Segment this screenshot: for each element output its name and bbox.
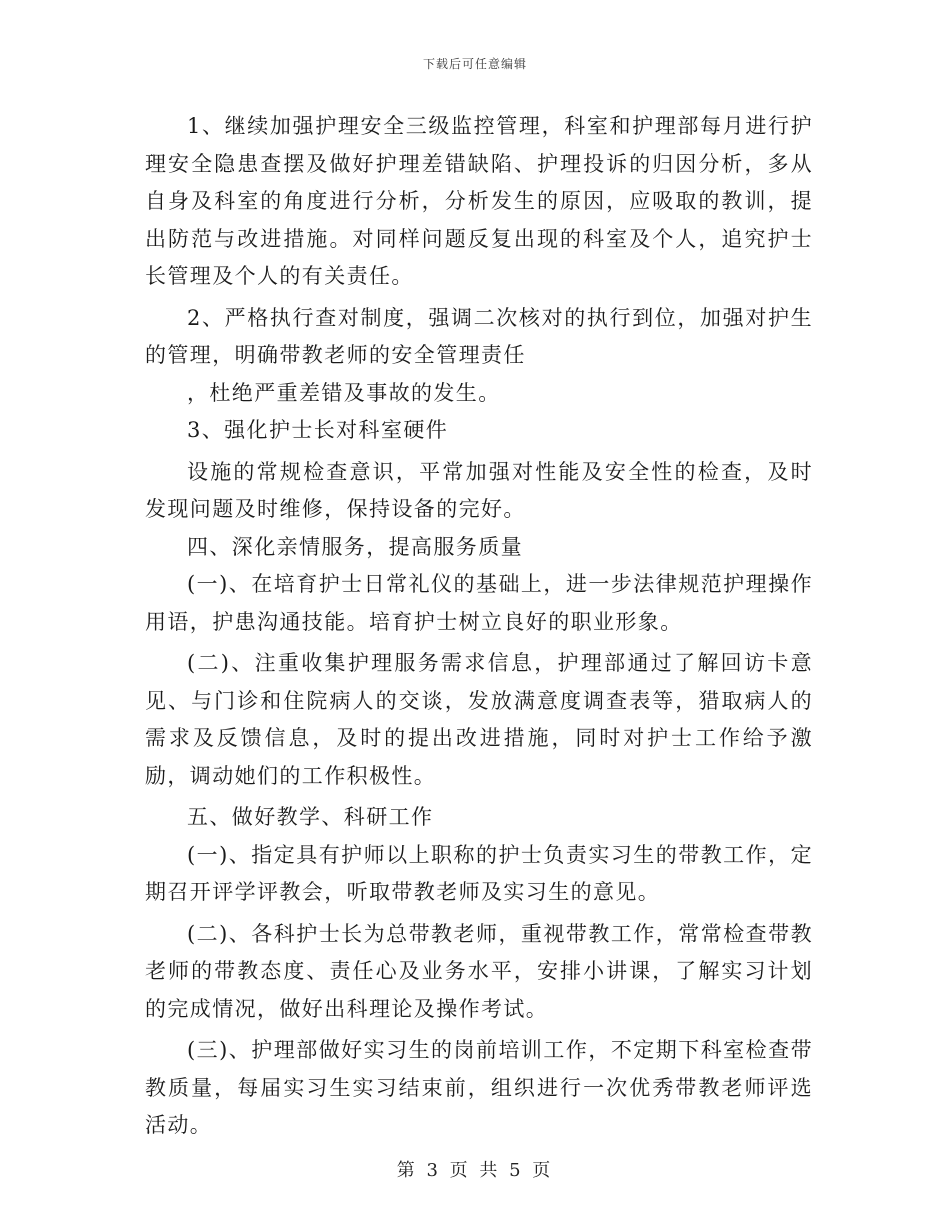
paragraph-item-2-continued: ，杜绝严重差错及事故的发生。 — [187, 380, 501, 405]
paragraph-section5-2: (二)、各科护士长为总带教老师，重视带教工作，常常检查带教老师的带教态度、责任心及业务水平，安排小讲课，了解实习计划的完成情况，做好出科理论及操作考试。 — [145, 921, 813, 1021]
paragraph-item-2: 2、严格执行查对制度，强调二次核对的执行到位，加强对护生的管理，明确带教老师的安全管理责任 — [145, 305, 813, 367]
document-body — [145, 108, 813, 1145]
paragraph-item-1: 1、继续加强护理安全三级监控管理，科室和护理部每月进行护理安全隐患查摆及做好护理差错缺陷、护理投诉的归因分析，多从自身及科室的角度进行分析，分析发生的原因，应吸取的教训，提出防范与改进措施。对同样问题反复出现的科室及个人，追究护士长管理及个人的有关责任。 — [145, 114, 813, 288]
paragraph-item-3: 3、强化护士长对科室硬件 — [187, 418, 449, 442]
page-header: 下载后可任意编辑 — [422, 57, 527, 71]
paragraph-section5-1: (一)、指定具有护师以上职称的护士负责实习生的带教工作，定期召开评学评教会，听取带教老师及实习生的意见。 — [145, 842, 813, 904]
section-heading-4: 四、深化亲情服务，提高服务质量 — [187, 534, 523, 559]
section-heading-5: 五、做好教学、科研工作 — [187, 805, 434, 829]
paragraph-section5-3: (三)、护理部做好实习生的岗前培训工作，不定期下科室检查带教质量，每届实习生实习结束前，组织进行一次优秀带教老师评选活动。 — [145, 1038, 813, 1137]
paragraph-item-3-continued: 设施的常规检查意识，平常加强对性能及安全性的检查，及时发现问题及时维修，保持设备的完好。 — [145, 459, 813, 521]
page-number-footer: 第 3 页 共 5 页 — [396, 1160, 554, 1181]
paragraph-section4-1: (一)、在培育护士日常礼仪的基础上，进一步法律规范护理操作用语，护患沟通技能。培育护士树立良好的职业形象。 — [145, 572, 813, 634]
paragraph-section4-2: (二)、注重收集护理服务需求信息，护理部通过了解回访卡意见、与门诊和住院病人的交谈，发放满意度调查表等，猎取病人的需求及反馈信息，及时的提出改进措施，同时对护士工作给予激励，调动她们的工作积极性。 — [145, 651, 813, 788]
